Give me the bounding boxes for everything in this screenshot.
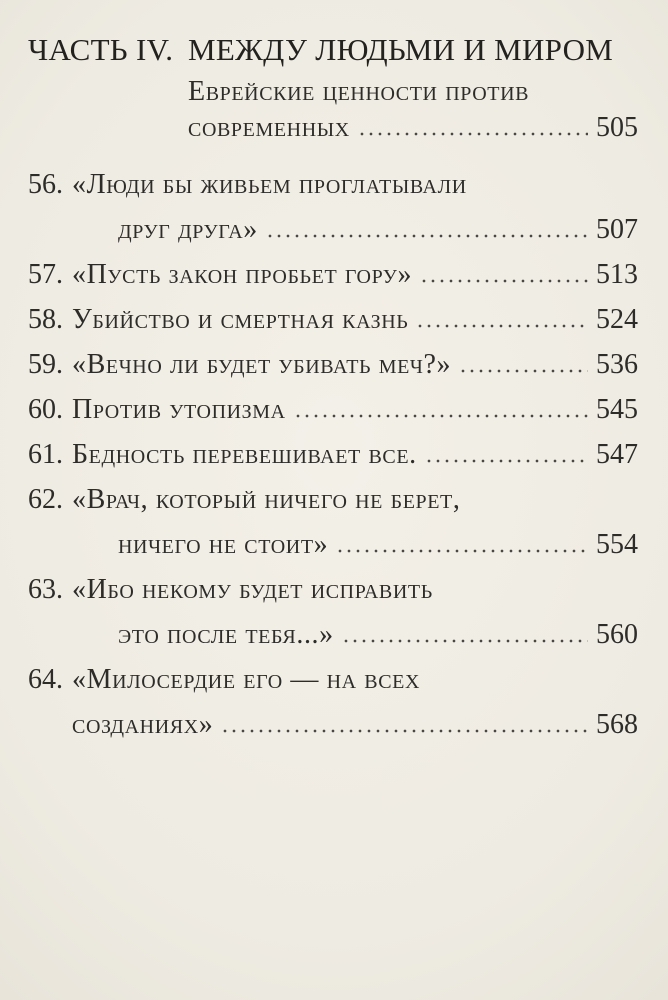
entry-line (28, 477, 638, 522)
table-of-contents (28, 162, 638, 747)
entry-number: 59. (28, 349, 63, 380)
entry-line (28, 297, 638, 342)
entry-number: 56. (28, 169, 63, 200)
toc-entry-56 (28, 162, 638, 252)
dot-leader (338, 549, 588, 553)
dot-leader (223, 729, 588, 733)
entry-line (28, 567, 638, 612)
entry-title-line: Убийство и смертная казнь (72, 304, 409, 335)
entry-title-line: это после тебя...» (118, 619, 334, 650)
entry-page-number: 545 (596, 394, 638, 425)
part-heading (28, 28, 638, 72)
entry-line (188, 110, 638, 146)
entry-title-line: созданиях» (72, 709, 214, 740)
entry-page-number: 560 (596, 619, 638, 650)
entry-title-line: «Люди бы живьем проглатывали (72, 169, 467, 200)
toc-entry-60 (28, 387, 638, 432)
entry-line (28, 657, 638, 702)
entry-title-line: Против утопизма (72, 394, 286, 425)
entry-line (28, 387, 638, 432)
entry-title-line: «Вечно ли будет убивать меч?» (72, 349, 452, 380)
entry-title-line: ничего не стоит» (118, 529, 329, 560)
entry-title-line: «Милосердие его — на всех (72, 664, 421, 695)
toc-entry-62 (28, 477, 638, 567)
entry-page-number: 554 (596, 529, 638, 560)
part-label: ЧАСТЬ IV. (28, 32, 174, 67)
entry-line (28, 432, 638, 477)
dot-leader (418, 324, 588, 328)
entry-title-line: «Врач, который ничего не берет, (72, 484, 461, 515)
dot-leader (360, 132, 588, 136)
dot-leader (296, 414, 588, 418)
toc-entry-61 (28, 432, 638, 477)
entry-line (28, 252, 638, 297)
entry-title-line: «Пусть закон пробьет гору» (72, 259, 413, 290)
entry-title-line: друг друга» (118, 214, 258, 245)
dot-leader (268, 234, 588, 238)
toc-entry-58 (28, 297, 638, 342)
entry-line (188, 74, 638, 110)
entry-number: 64. (28, 664, 63, 695)
entry-page-number: 536 (596, 349, 638, 380)
entry-page-number: 507 (596, 214, 638, 245)
entry-line (28, 612, 638, 657)
part-title: МЕЖДУ ЛЮДЬМИ И МИРОМ (188, 32, 614, 67)
entry-page-number: 568 (596, 709, 638, 740)
toc-entry-57 (28, 252, 638, 297)
intro-title-line: современных (188, 112, 350, 143)
entry-number: 57. (28, 259, 63, 290)
dot-leader (422, 279, 588, 283)
intro-page-number: 505 (596, 112, 638, 143)
entry-page-number: 547 (596, 439, 638, 470)
entry-line (28, 342, 638, 387)
entry-number: 61. (28, 439, 63, 470)
entry-number: 60. (28, 394, 63, 425)
toc-entry-63 (28, 567, 638, 657)
entry-title-line: Бедность перевешивает все. (72, 439, 417, 470)
toc-entry-59 (28, 342, 638, 387)
dot-leader (461, 369, 588, 373)
dot-leader (427, 459, 588, 463)
dot-leader (344, 639, 588, 643)
intro-title-line: Еврейские ценности против (188, 76, 530, 107)
part-intro-entry (188, 74, 638, 146)
entry-line (28, 702, 638, 747)
entry-page-number: 524 (596, 304, 638, 335)
entry-title-line: «Ибо некому будет исправить (72, 574, 433, 605)
entry-line (28, 522, 638, 567)
entry-line (28, 162, 638, 207)
entry-page-number: 513 (596, 259, 638, 290)
entry-number: 58. (28, 304, 63, 335)
entry-number: 62. (28, 484, 63, 515)
entry-line (28, 207, 638, 252)
entry-number: 63. (28, 574, 63, 605)
toc-entry-64 (28, 657, 638, 747)
